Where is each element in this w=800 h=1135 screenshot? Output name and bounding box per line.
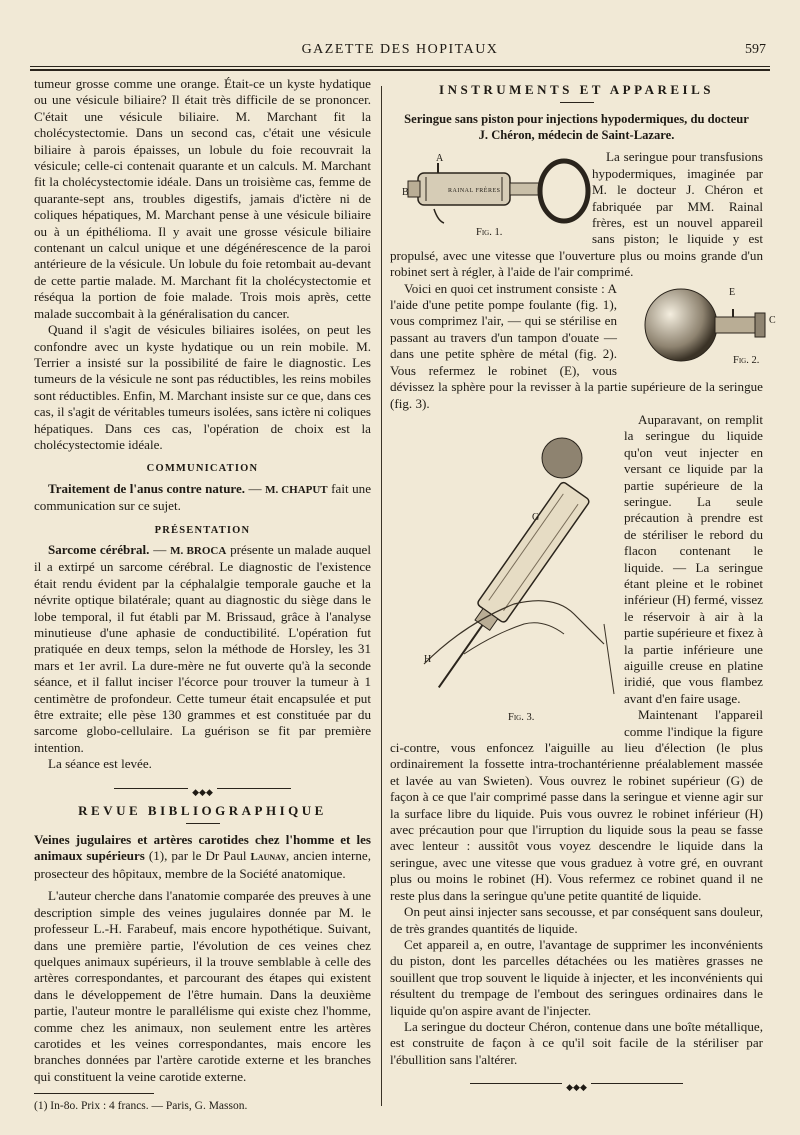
fig1-label-a: A: [436, 153, 444, 165]
section-revue: REVUE BIBLIOGRAPHIQUE: [78, 802, 327, 818]
column-divider: [381, 86, 382, 1106]
paragraph-auparavant: [390, 411, 763, 723]
fig3-label-g: G: [532, 511, 540, 523]
running-title: GAZETTE DES HOPITAUX: [301, 42, 499, 57]
ornament-divider: ◆◆◆: [34, 783, 371, 793]
section-communication: COMMUNICATION: [146, 463, 259, 475]
seance-levee: La séance est levée.: [48, 756, 152, 772]
presentation-title: Sarcome cérébral.: [48, 541, 150, 557]
header-rule-thick: [30, 66, 770, 67]
section-instruments: INSTRUMENTS ET APPAREILS: [439, 82, 714, 97]
paragraph-marchant: tumeur grosse comme une orange. Était-ce un kyste hydatique ou une vésicule biliaire? Il était très difficile de se prononcer. C'était une vésicule biliaire. M. Marchant fit la cholécystectomie. Dans un second cas, c'était une vésicule biliaire à parois épaisses, un lobule du foie recouvrait la vésicule; celle-ci contenait quarante et un calculs. M. Marchant fit la cholécystectomie idéale. Dans un troisième cas, femme de quarante-sept ans, troubles digestifs, jamais d'ictère ni de coliques hépatiques, M. Marchant pense à une vésicule biliaire ou à un épithélioma. Il y avait une grosse vésicule biliaire contenant un calcul unique et une dégénérescence de la paroi antérieure de la vésicule. Un lobule du foie retombait au-devant de cette partie malade. M. Marchant fit la cholécystectomie et réséqua la portion de foie malade. Trois mois après, cette malade succombait à la généralisation du cancer.: [34, 76, 371, 321]
paragraph-voici: [390, 280, 776, 412]
paragraph-maintenant: Maintenant l'appareil comme l'indique la figure ci-contre, vous enfoncez l'aiguille au lieu d'élection (le plus ordinairement la fossette intra-trochantérienne préalablement massée et lavée au van Swieten). Vous ouvrez le robinet supérieur (G) de façon à ce que l'air comprimé passe dans la seringue et vienne agir sur la surface libre du liquide. Puis vous ouvrez le robinet inférieur (H) avec précaution pour que l'irruption du liquide sous la peau se fasse avec lenteur : aussitôt vous voyez descendre le liquide dans la seringue, avec une vitesse que vous graduez à votre gré, en ouvrant plus ou moins le robinet (H). Vous refermez ce robinet quand il ne reste plus dans la seringue qu'une petite quantité de liquide.: [390, 707, 763, 903]
paragraph-on-peut: On peut ainsi injecter sans secousse, et par conséquent sans douleur, de très grandes quantités de liquide.: [390, 904, 763, 936]
ornament-divider: ◆◆◆: [390, 1078, 763, 1088]
revue-heading: [34, 832, 371, 882]
dash: —: [244, 480, 266, 496]
communication-author: M. CHAPUT: [265, 483, 328, 496]
figure-1: [390, 151, 586, 243]
fig2-label-c: C: [769, 314, 776, 326]
revue-ref: (1), par le Dr Paul: [144, 848, 251, 864]
fig3-label-h: H: [424, 653, 432, 665]
paragraph-revue: L'auteur cherche dans l'anatomie comparée des preuves à une description simple des veines jugulaires donnée par M. le professeur L.-H. Farabeuf, mais encore hypothétique. Suivant, dans une première partie, l'évolution de ces veines chez quelques animaux supérieurs, il la trouve semblable à celle des artères correspondantes, et parcourant des étapes qui existent dans le développement de l'être humain. Dans la deuxième partie, l'auteur montre le parallélisme qui existe chez l'homme, comme chez les animaux, non seulement entre les artères carotides et les veines correspondantes, mais encore les branches données par l'artère carotide externe et les branches qui constituent la veine carotide externe.: [34, 888, 371, 1084]
paragraph-diagnostic: Quand il s'agit de vésicules biliaires isolées, on peut les confondre avec un kyste hydatique ou un rein mobile. M. Terrier a insisté sur la possibilité de faire le diagnostic. Les tumeurs de la vésicule ne sont pas réductibles, les reins mobiles sont réductibles. Enfin, M. Marchant insiste sur ce que, dans ces cas, il s'agit de véritables tumeurs isolées, sans ictère ni coliques hépatiques. Dans ces cas, l'opération de choix est la cholécystectomie idéale.: [34, 322, 371, 452]
presentation-text: présente un malade auquel il a extirpé un sarcome cérébral. Le diagnostic de l'existence était rendu évident par la céphalalgie temporale gauche et la névrite optique bilatérale; quant au diagnostic du siège dans le lobe temporal, il fut établi par M. Brissaud, grâce à l'analyse minutieuse d'une aphasie de conductibilité. L'opération fut pratiquée en deux temps, selon la méthode de Horsley, les 31 mars et 1er avril. La dure-mère ne fut ouverte qu'à la seconde séance, et il fallut inciser l'écorce pour trouver la tumeur à 1 centimètre de profondeur. Cette tumeur était encapsulée et put être extraite; elle pèse 130 grammes et est constituée par du sarcome globo-cellulaire. La guérison se fit par première intention.: [34, 541, 371, 755]
revue-credentials: , ancien interne, prosecteur des hôpitaux, membre de la Société anatomique.: [34, 848, 371, 881]
figure-2: [623, 283, 776, 371]
paragraph-la-seringue: La seringue du docteur Chéron, contenue dans une boîte métallique, est construite de façon à ce qu'il soit facile de la stériliser par l'ébullition sans l'altérer.: [390, 1018, 763, 1067]
footnote: (1) In-8o. Prix : 4 francs. — Paris, G. Masson.: [34, 1100, 248, 1113]
syringe-illustration: [404, 414, 632, 732]
article-title: Seringue sans piston pour injections hypodermiques, du docteur J. Chéron, médecin de Saint-Lazare.: [404, 112, 749, 143]
page-header: [30, 38, 770, 60]
fig3-caption: Fig. 3.: [508, 711, 535, 723]
paragraph-communication: [34, 481, 371, 515]
presentation-author: M. BROCA: [170, 544, 227, 557]
left-column: [34, 76, 371, 1115]
fig2-label-e: E: [729, 286, 736, 298]
communication-title: Traitement de l'anus contre nature.: [48, 480, 245, 496]
figure-3: [390, 414, 618, 732]
fig1-stamp: RAINAL FRÈRES: [448, 188, 501, 195]
dash: —: [149, 541, 171, 557]
fig1-label-b: B: [402, 187, 409, 199]
voici-text: Voici en quoi cet instrument consiste : A l'aide d'une petite pompe foulante (fig. 1), vous comprimez l'air, — qui se stérilise en passant au travers d'un tampon d'ouate — dans une petite sphère de métal (fig. 2). Vous refermez le robinet (E), vous dévissez la sphère pour la revisser à la partie supérieure de la seringue (fig. 3).: [390, 280, 763, 411]
communication-text: fait une communication sur ce sujet.: [34, 480, 372, 514]
fig2-caption: Fig. 2.: [733, 354, 760, 366]
paragraph-cet-appareil: Cet appareil a, en outre, l'avantage de supprimer les inconvénients du piston, dont les parcelles détachées ou les matières grasses ne souillent que trop souvent le liquide à injecter, et les inconvénients qui résultent du trempage de l'embout des seringues ordinaires dans le liquide qu'on aspire avant de l'injecter.: [390, 936, 763, 1018]
footnote-rule: [34, 1093, 154, 1094]
fig1-caption: Fig. 1.: [476, 227, 503, 239]
right-column: [390, 76, 776, 1098]
section-presentation: PRÉSENTATION: [154, 524, 251, 536]
revue-author: Launay: [250, 851, 286, 864]
auparavant-text: Auparavant, on remplit la seringue du liquide qu'on veut injecter en versant ce liquide par la partie supérieure de la seringue. La seule précaution à prendre est de stériliser le rebord du flacon contenant le liquide. — La seringue étant pleine et le robinet inférieur (H) fermé, vissez le réservoir à air à la partie supérieure et fixez à la partie inférieure une aiguille creuse en platine iridié, que vous flambez avant d'en faire usage.: [624, 411, 763, 706]
header-rule-double: [30, 69, 770, 71]
revue-title: Veines jugulaires et artères carotides chez l'homme et les animaux supérieurs: [34, 832, 371, 864]
intro-text: La seringue pour transfusions hypodermiques, imaginée par M. le docteur J. Chéron et fabriquée par MM. Rainal frères, est un nouvel appareil sans piston; le liquide y est propulsé, avec une vitesse que l'ouverture plus ou moins grande d'un robinet sert à régler, à l'aide de l'air comprimé.: [390, 149, 763, 280]
mini-rule: [186, 823, 220, 824]
page-number: 597: [745, 42, 766, 57]
paragraph-intro: [390, 149, 763, 280]
paragraph-presentation: [34, 542, 371, 756]
mini-rule: [560, 102, 594, 103]
